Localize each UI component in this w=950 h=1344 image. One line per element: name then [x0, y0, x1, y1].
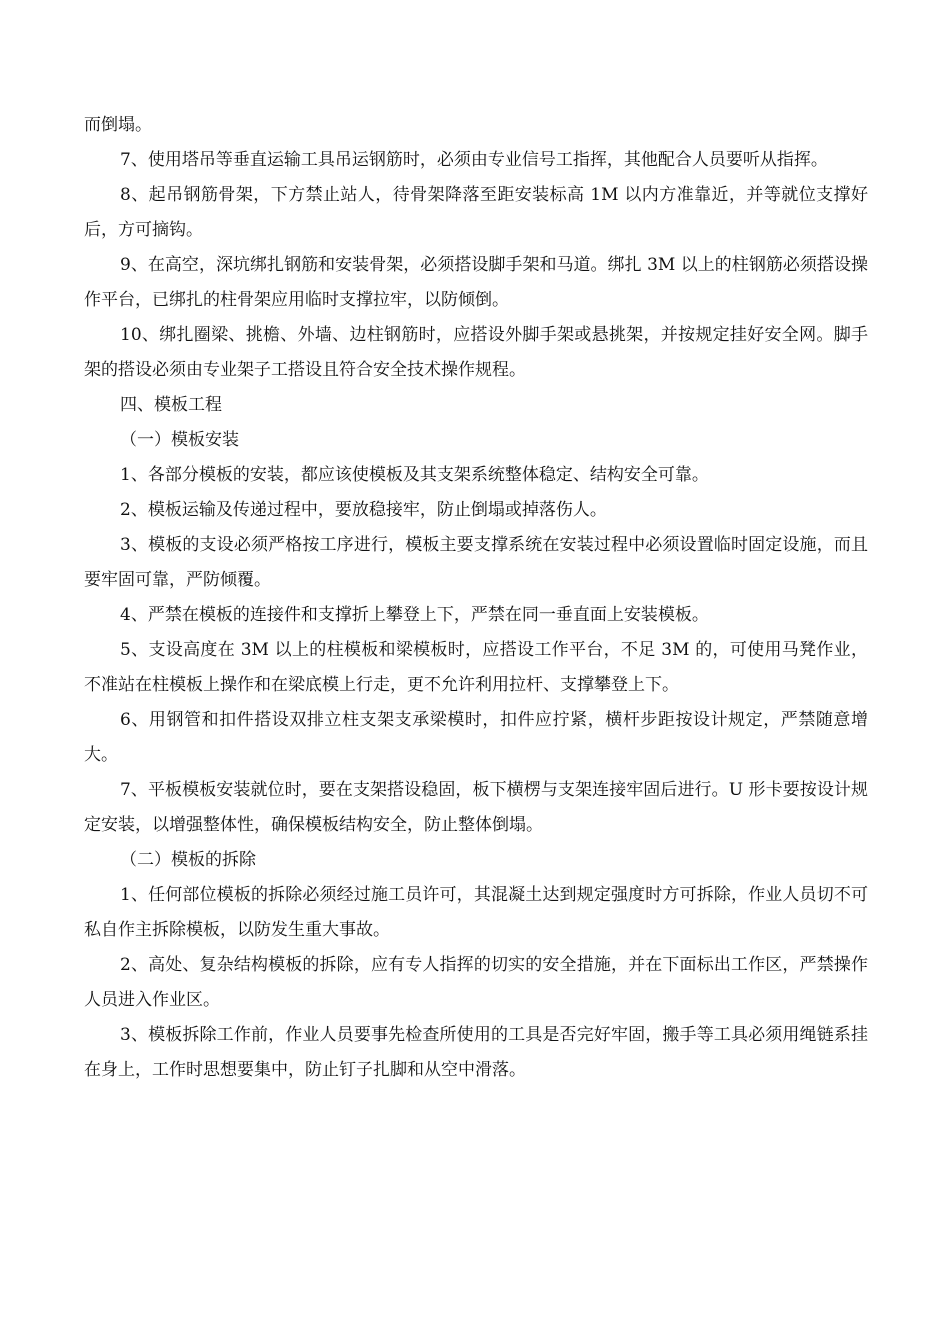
paragraph: 10、绑扎圈梁、挑檐、外墙、边柱钢筋时，应搭设外脚手架或悬挑架，并按规定挂好安全网。脚手架的搭设必须由专业架子工搭设且符合安全技术操作规程。 — [84, 325, 868, 380]
subsection-title: （一）模板安装 — [120, 430, 239, 450]
list-item: 2、高处、复杂结构模板的拆除，应有专人指挥的切实的安全措施，并在下面标出工作区，严禁操作人员进入作业区。 — [84, 955, 868, 1010]
list-item: 6、用钢管和扣件搭设双排立柱支架支承梁模时，扣件应拧紧，横杆步距按设计规定，严禁随意增大。 — [84, 710, 868, 765]
section-heading: 四、模板工程 — [120, 395, 222, 415]
list-item: 5、支设高度在 3M 以上的柱模板和梁模板时，应搭设工作平台，不足 3M 的，可使用马凳作业，不准站在柱模板上操作和在梁底模上行走，更不允许利用拉杆、支撑攀登上下。 — [84, 640, 868, 695]
subsection-title: （二）模板的拆除 — [120, 850, 256, 870]
document-body — [84, 108, 868, 1088]
list-item: 3、模板拆除工作前，作业人员要事先检查所使用的工具是否完好牢固，搬手等工具必须用绳链系挂在身上，工作时思想要集中，防止钉子扎脚和从空中滑落。 — [84, 1025, 868, 1080]
list-item: 7、平板模板安装就位时，要在支架搭设稳固，板下横楞与支架连接牢固后进行。U 形卡要按设计规定安装，以增强整体性，确保模板结构安全，防止整体倒塌。 — [84, 780, 868, 835]
paragraph: 7、使用塔吊等垂直运输工具吊运钢筋时，必须由专业信号工指挥，其他配合人员要听从指挥。 — [120, 150, 828, 170]
list-item: 1、各部分模板的安装，都应该使模板及其支架系统整体稳定、结构安全可靠。 — [120, 465, 709, 485]
paragraph: 9、在高空，深坑绑扎钢筋和安装骨架，必须搭设脚手架和马道。绑扎 3M 以上的柱钢筋必须搭设操作平台，已绑扎的柱骨架应用临时支撑拉牢，以防倾倒。 — [84, 255, 868, 310]
paragraph: 8、起吊钢筋骨架，下方禁止站人，待骨架降落至距安装标高 1M 以内方准靠近，并等就位支撑好后，方可摘钩。 — [84, 185, 868, 240]
list-item: 1、任何部位模板的拆除必须经过施工员许可，其混凝土达到规定强度时方可拆除，作业人员切不可私自作主拆除模板，以防发生重大事故。 — [84, 885, 868, 940]
list-item: 2、模板运输及传递过程中，要放稳接牢，防止倒塌或掉落伤人。 — [120, 500, 607, 520]
list-item: 4、严禁在模板的连接件和支撑折上攀登上下，严禁在同一垂直面上安装模板。 — [120, 605, 709, 625]
paragraph: 而倒塌。 — [84, 115, 152, 135]
list-item: 3、模板的支设必须严格按工序进行，模板主要支撑系统在安装过程中必须设置临时固定设施，而且要牢固可靠，严防倾覆。 — [84, 535, 868, 590]
